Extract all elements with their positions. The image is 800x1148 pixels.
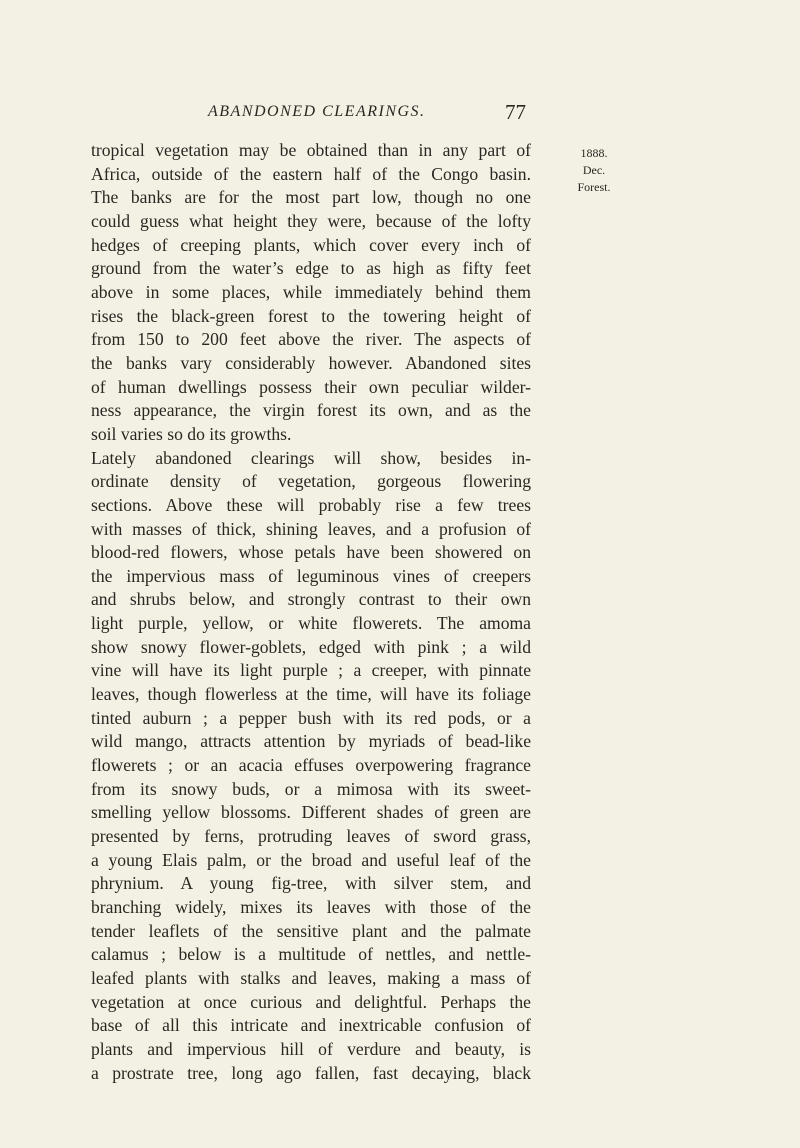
margin-note-month: Dec. bbox=[582, 163, 606, 177]
text-line: with masses of thick, shining leaves, and a profusion of bbox=[91, 518, 531, 539]
text-line: branching widely, mixes its leaves with those of the bbox=[91, 897, 531, 917]
text-line: blood-red flowers, whose petals have been showered on bbox=[91, 542, 531, 563]
text-line: and shrubs below, and strongly contrast to their own bbox=[91, 589, 531, 610]
text-line: the banks vary considerably however. Abandoned sites bbox=[91, 352, 531, 373]
text-line: ness appearance, the virgin forest its own, and as the bbox=[91, 400, 531, 421]
text-line: ordinate density of vegetation, gorgeous flowering bbox=[91, 471, 531, 492]
text-line: tinted auburn ; a pepper bush with its red pods, or a bbox=[91, 707, 531, 728]
text-line: wild mango, attracts attention by myriads of bead-like bbox=[91, 731, 531, 752]
text-line: from 150 to 200 feet above the river. The aspects of bbox=[91, 329, 531, 350]
text-line: from its snowy buds, or a mimosa with its sweet- bbox=[91, 778, 531, 799]
text-line: tropical vegetation may be obtained than in any part of bbox=[91, 140, 531, 160]
text-line: base of all this intricate and inextricable confusion of bbox=[91, 1015, 531, 1036]
text-line: smelling yellow blossoms. Different shades of green are bbox=[91, 802, 531, 823]
text-line: vine will have its light purple ; a creeper, with pinnate bbox=[91, 660, 531, 681]
body-text bbox=[91, 139, 531, 1085]
text-line: soil varies so do its growths. bbox=[91, 423, 292, 444]
text-line: The banks are for the most part low, though no one bbox=[91, 187, 531, 208]
margin-note-year: 1888. bbox=[580, 146, 608, 160]
text-line: leaves, though flowerless at the time, will have its foliage bbox=[91, 684, 531, 705]
text-line: sections. Above these will probably rise a few trees bbox=[91, 494, 531, 515]
text-line: rises the black-green forest to the towering height of bbox=[91, 305, 531, 326]
text-line: a young Elais palm, or the broad and useful leaf of the bbox=[91, 849, 531, 870]
text-line: phrynium. A young fig-tree, with silver stem, and bbox=[91, 873, 531, 894]
text-line: vegetation at once curious and delightful. Perhaps the bbox=[91, 991, 531, 1012]
text-line: show snowy flower-goblets, edged with pink ; a wild bbox=[91, 636, 531, 657]
running-head: ABANDONED CLEARINGS. bbox=[208, 103, 426, 120]
text-line: plants and impervious hill of verdure and beauty, is bbox=[91, 1038, 531, 1059]
text-line: the impervious mass of leguminous vines of creepers bbox=[91, 565, 531, 586]
text-line: calamus ; below is a multitude of nettles, and nettle- bbox=[91, 944, 531, 965]
text-line: leafed plants with stalks and leaves, making a mass of bbox=[91, 967, 531, 988]
text-line: a prostrate tree, long ago fallen, fast decaying, black bbox=[91, 1062, 531, 1083]
margin-note-topic: Forest. bbox=[577, 180, 611, 194]
text-line: above in some places, while immediately behind them bbox=[91, 281, 531, 302]
text-line: tender leaflets of the sensitive plant and the palmate bbox=[91, 920, 531, 941]
text-line: light purple, yellow, or white flowerets. The amoma bbox=[91, 613, 531, 634]
text-line: hedges of creeping plants, which cover every inch of bbox=[91, 234, 531, 255]
text-line: of human dwellings possess their own peculiar wilder- bbox=[91, 376, 531, 397]
text-line: flowerets ; or an acacia effuses overpowering fragrance bbox=[91, 755, 531, 776]
text-line: presented by ferns, protruding leaves of sword grass, bbox=[91, 826, 531, 847]
text-line: could guess what height they were, because of the lofty bbox=[91, 210, 531, 231]
text-line: ground from the water’s edge to as high as fifty feet bbox=[91, 258, 531, 279]
text-line: Lately abandoned clearings will show, besides in- bbox=[91, 447, 531, 468]
text-line: Africa, outside of the eastern half of the Congo basin. bbox=[91, 163, 531, 184]
margin-note bbox=[564, 145, 624, 196]
page-number: 77 bbox=[505, 100, 526, 124]
